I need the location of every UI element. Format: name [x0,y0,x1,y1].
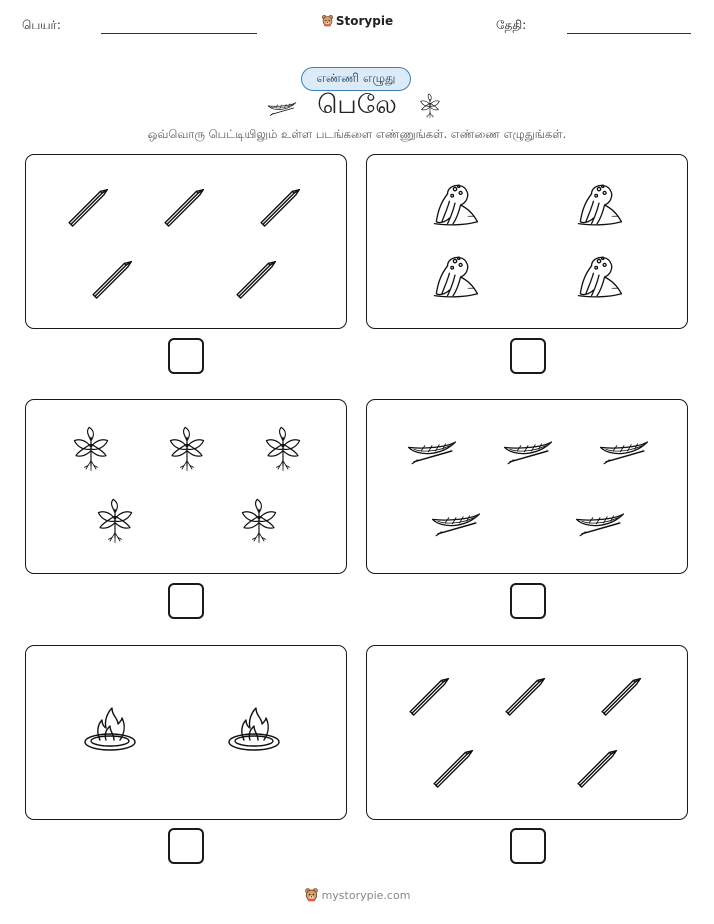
pencil-icon [597,670,649,722]
sprout-icon [90,496,140,546]
date-label: தேதி: [496,18,527,32]
date-line[interactable] [567,33,691,34]
count-box-2 [366,154,688,329]
pencil-icon [501,670,553,722]
count-box-6 [366,645,688,820]
sprout-icon [258,424,308,474]
pencil-icon [232,253,284,305]
brand [0,14,714,28]
answer-box-4[interactable] [510,583,546,619]
answer-box-2[interactable] [510,338,546,374]
canoe-icon [405,424,459,478]
sprout-icon [234,496,284,546]
lava-volcano-icon [571,177,627,233]
instruction-text: ஒவ்வொரு பெட்டியிலும் உள்ள படங்களை எண்ணுங்கள். எண்ணை எழுதுங்கள். [147,127,567,141]
lava-volcano-icon [427,177,483,233]
canoe-icon [573,496,627,550]
pencil-icon [256,181,308,233]
count-box-4 [366,399,688,574]
sprout-icon [66,424,116,474]
worksheet-badge: எண்ணி எழுது [301,67,411,91]
pencil-icon [405,670,457,722]
canoe-icon [429,496,483,550]
fire-pit-icon [224,698,284,758]
bear-face-icon [304,887,319,902]
count-box-3 [25,399,347,574]
count-box-1 [25,154,347,329]
bear-face-icon [321,14,334,27]
answer-box-6[interactable] [510,828,546,864]
pencil-icon [160,181,212,233]
pencil-icon [573,742,625,794]
canoe-icon [501,424,555,478]
lava-volcano-icon [571,249,627,305]
pencil-icon [88,253,140,305]
sprout-icon [416,92,444,120]
brand-name: Storypie [335,14,394,28]
count-box-5 [25,645,347,820]
footer [0,887,714,902]
fire-pit-icon [80,698,140,758]
lava-volcano-icon [427,249,483,305]
name-line[interactable] [101,33,257,34]
pencil-icon [429,742,481,794]
answer-box-3[interactable] [168,583,204,619]
canoe-icon [597,424,651,478]
name-label: பெயர்: [22,18,61,32]
answer-box-5[interactable] [168,828,204,864]
worksheet-title: பெலே [317,90,397,120]
pencil-icon [64,181,116,233]
footer-site[interactable]: mystorypie.com [321,889,411,902]
answer-box-1[interactable] [168,338,204,374]
sprout-icon [162,424,212,474]
